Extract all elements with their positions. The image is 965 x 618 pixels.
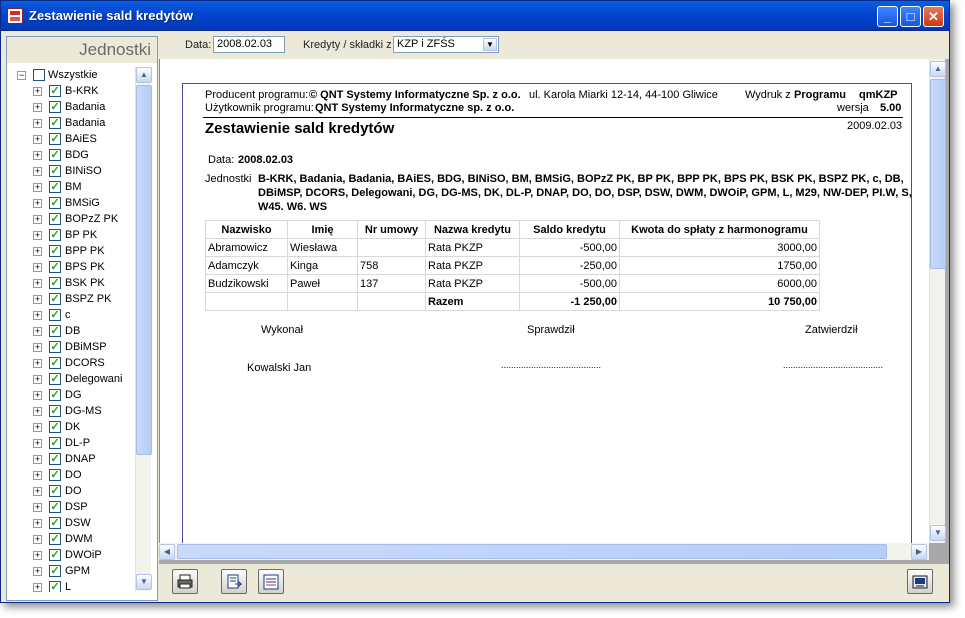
producer-address: ul. Karola Miarki 12-14, 44-100 Gliwice [529,89,718,101]
expand-icon[interactable]: + [34,278,41,288]
balances-table [205,220,820,311]
checkbox-icon[interactable]: ✓ [50,197,60,209]
tree-item-label: BMSiG [65,197,100,209]
checkbox-icon[interactable]: ✓ [50,469,60,481]
expand-icon[interactable]: + [34,566,41,576]
program-label: Programu [794,89,846,101]
tree-item[interactable] [7,227,137,243]
table-cell: Rata PKZP [426,257,520,275]
tree-item[interactable] [7,131,137,147]
export-icon[interactable] [221,569,247,594]
expand-icon[interactable]: + [34,422,41,432]
table-cell: -250,00 [520,257,620,275]
table-cell: -500,00 [520,275,620,293]
tree-item[interactable] [7,387,137,403]
tree-item-label: Badania [65,101,106,113]
checkbox-icon[interactable]: ✓ [50,213,60,225]
scroll-down-icon[interactable]: ▼ [136,574,152,590]
checkbox-icon[interactable]: ✓ [50,581,60,592]
chevron-down-icon[interactable]: ▼ [483,38,497,51]
tree-item[interactable] [7,275,137,291]
table-cell: Budzikowski [206,275,288,293]
producer-label: Producent programu: [205,89,309,101]
done-by-name: Kowalski Jan [247,362,312,374]
checkbox-icon[interactable]: ✓ [50,405,60,417]
checkbox-icon[interactable]: ✓ [50,293,60,305]
tree-item[interactable] [7,563,137,579]
close-button[interactable]: ✕ [923,6,944,27]
expand-icon[interactable]: + [34,262,41,272]
checked-by-label: Sprawdził [527,324,575,336]
table-header-row [206,221,820,239]
expand-icon[interactable]: + [34,358,41,368]
table-cell: Abramowicz [206,239,288,257]
tree-item-label: DK [65,421,81,433]
filter-bar [161,34,947,60]
report-frame [182,83,912,553]
units-line-3: W45. W6. WS [258,201,328,213]
tree-item-label: BP PK [65,229,98,241]
tree-item[interactable] [7,323,137,339]
expand-icon[interactable]: + [34,438,41,448]
expand-icon[interactable]: + [34,150,41,160]
report-title: Zestawienie sald kredytów [205,120,395,137]
expand-icon[interactable]: + [34,246,41,256]
tree-item-label: DNAP [65,453,96,465]
print-date: 2009.02.03 [847,120,903,132]
col-header: Nazwisko [206,221,288,239]
tree-item-label: DBiMSP [65,341,107,353]
expand-icon[interactable]: + [34,390,41,400]
tree-item-label: DG [65,389,82,401]
report-date-label: Data: [208,154,235,166]
tree-item-label: BPP PK [65,245,105,257]
header-divider [203,117,903,118]
program-name: qmKZP [859,89,898,101]
report-viewer [159,59,949,564]
scroll-right-icon[interactable]: ▶ [911,544,927,560]
table-row [206,275,820,293]
expand-icon[interactable]: + [34,518,41,528]
tree-scroll-thumb[interactable] [136,85,152,455]
printout-label: Wydruk z [745,89,791,101]
app-icon [7,8,23,24]
tree-item[interactable] [7,163,137,179]
col-header: Imię [288,221,358,239]
tree-item-label: L [65,581,72,592]
col-header: Nazwa kredytu [426,221,520,239]
tree-item[interactable] [7,211,137,227]
expand-icon[interactable]: + [34,374,41,384]
checkbox-icon[interactable]: ✓ [50,549,60,561]
tree-item-label: DB [65,325,81,337]
expand-icon[interactable]: + [34,534,41,544]
table-cell: 6000,00 [620,275,820,293]
checkbox-icon[interactable]: ✓ [50,245,60,257]
approved-by-label: Zatwierdził [805,324,858,336]
tree-item-label: DWM [65,533,93,545]
tree-item-label: DWOiP [65,549,102,561]
report-hscroll-thumb[interactable] [177,544,887,559]
checkbox-icon[interactable]: ✓ [50,485,60,497]
tree-item[interactable] [7,307,137,323]
expand-icon[interactable]: + [34,582,41,592]
expand-icon[interactable]: + [34,310,41,320]
table-cell [288,293,358,311]
expand-icon[interactable]: + [34,166,41,176]
tree-item-label: DCORS [65,357,105,369]
tree-item[interactable] [7,147,137,163]
expand-icon[interactable]: + [34,470,41,480]
table-row [206,239,820,257]
tree-item-label: BPS PK [65,261,105,273]
expand-icon[interactable]: + [34,406,41,416]
tree-item-label: DG-MS [65,405,102,417]
tree-item[interactable] [7,435,137,451]
tree-item[interactable] [7,403,137,419]
exit-icon[interactable] [907,569,933,594]
tree-item-label: BOPzZ PK [65,213,119,225]
units-label: Jednostki [205,173,252,185]
table-cell [358,239,426,257]
table-cell: Kinga [288,257,358,275]
table-cell [358,293,426,311]
report-page [159,59,929,543]
expand-icon[interactable]: + [34,198,41,208]
checkbox-icon[interactable]: ✓ [50,261,60,273]
expand-icon[interactable]: + [34,294,41,304]
expand-icon[interactable]: + [34,550,41,560]
tree-item-label: BINiSO [65,165,102,177]
checkbox-icon[interactable]: ✓ [50,133,60,145]
expand-icon[interactable]: + [34,454,41,464]
checkbox-icon[interactable]: ✓ [50,437,60,449]
tree-item[interactable] [7,371,137,387]
checkbox-icon[interactable]: ✓ [50,453,60,465]
expand-icon[interactable]: + [34,502,41,512]
tree-item[interactable] [7,483,137,499]
checkbox-icon[interactable]: ✓ [50,309,60,321]
approved-signature-line: ........................................ [783,360,884,370]
tree-item[interactable] [7,419,137,435]
report-scroll-thumb[interactable] [930,79,946,269]
tree-item-label: BDG [65,149,89,161]
checkbox-all[interactable] [33,69,45,81]
tree-item-label: GPM [65,565,91,577]
window-title: Zestawienie sald kredytów [29,8,194,23]
checkbox-icon[interactable]: ✓ [50,277,60,289]
expand-icon[interactable]: + [34,118,41,128]
user-label: Użytkownik programu: [205,102,314,114]
report-hscrollbar[interactable] [159,543,929,560]
expand-icon[interactable]: + [34,134,41,144]
expand-icon[interactable]: + [34,182,41,192]
tree-item-label: DL-P [65,437,91,449]
units-tree[interactable] [7,67,137,592]
table-cell: 758 [358,257,426,275]
print-icon[interactable] [172,569,198,594]
table-cell: Rata PKZP [426,275,520,293]
units-line-1: B-KRK, Badania, Badania, BAiES, BDG, BINiSO, BM, BMSiG, BOPzZ PK, BP PK, BPP PK, BPS PK, BSK PK, BSPZ PK, c, DB, [258,173,904,185]
checkbox-icon[interactable]: ✓ [50,517,60,529]
date-input[interactable]: 2008.02.03 [213,36,285,53]
credits-select[interactable] [393,36,499,53]
expand-icon[interactable]: + [34,342,41,352]
table-cell: 1750,00 [620,257,820,275]
total-saldo: -1 250,00 [520,293,620,311]
checkbox-icon[interactable]: ✓ [50,181,60,193]
user-name: QNT Systemy Informatyczne sp. z o.o. [315,102,515,114]
col-header: Nr umowy [358,221,426,239]
expand-icon[interactable]: + [34,102,41,112]
scroll-up-icon[interactable]: ▲ [136,67,152,83]
table-cell: Wiesława [288,239,358,257]
table-cell: 137 [358,275,426,293]
tree-item-label: DO [65,485,82,497]
title-bar[interactable] [1,1,949,31]
units-line-2: DBiMSP, DCORS, Delegowani, DG, DG-MS, DK, DL-P, DNAP, DO, DO, DSP, DSW, DWM, DWOiP, GPM, L, M29, NW-DEP, PI.W, S, [258,187,912,199]
checkbox-icon[interactable]: ✓ [50,357,60,369]
expand-icon[interactable]: + [34,214,41,224]
bottom-toolbar [161,565,947,601]
tree-item[interactable] [7,291,137,307]
tree-item-label: Delegowani [65,373,123,385]
tree-item-label: BSPZ PK [65,293,112,305]
checkbox-icon[interactable]: ✓ [50,341,60,353]
tree-item[interactable] [7,355,137,371]
table-cell: 3000,00 [620,239,820,257]
tree-item[interactable] [7,339,137,355]
col-header: Saldo kredytu [520,221,620,239]
done-by-label: Wykonał [261,324,304,336]
tree-item-label: DSP [65,501,88,513]
checked-signature-line: ........................................ [501,360,602,370]
tree-item-label: Wszystkie [48,69,98,81]
checkbox-icon[interactable]: ✓ [50,373,60,385]
tree-item[interactable] [7,467,137,483]
checkbox-icon[interactable]: ✓ [50,565,60,577]
scroll-up-icon[interactable]: ▲ [930,61,946,77]
scroll-down-icon[interactable]: ▼ [930,525,946,541]
tree-item[interactable] [7,515,137,531]
tree-item[interactable] [7,83,137,99]
checkbox-icon[interactable]: ✓ [50,389,60,401]
checkbox-icon[interactable]: ✓ [50,101,60,113]
total-kwota: 10 750,00 [620,293,820,311]
tree-item[interactable] [7,499,137,515]
checkbox-icon[interactable]: ✓ [50,501,60,513]
version-value: 5.00 [880,102,902,114]
tree-item-label: BM [65,181,82,193]
col-header: Kwota do spłaty z harmonogramu [620,221,820,239]
tree-item-label: DO [65,469,82,481]
checkbox-icon[interactable]: ✓ [50,85,60,97]
expand-icon[interactable]: + [34,230,41,240]
tree-item[interactable] [7,579,137,592]
tree-scrollbar[interactable] [135,67,151,591]
expand-icon[interactable]: + [34,326,41,336]
tree-item[interactable] [7,531,137,547]
collapse-icon[interactable]: − [18,70,25,80]
tree-item-label: BAiES [65,133,97,145]
preview-icon[interactable] [258,569,284,594]
tree-item-label: DSW [65,517,91,529]
table-cell: -500,00 [520,239,620,257]
minimize-button[interactable]: _ [877,6,898,27]
checkbox-icon[interactable]: ✓ [50,149,60,161]
tree-item-label: BSK PK [65,277,105,289]
checkbox-icon[interactable]: ✓ [50,117,60,129]
tree-item-all[interactable] [7,67,137,83]
credits-label: Kredyty / składki z [303,39,392,51]
credits-select-value: KZP i ZFŚS [397,38,455,50]
tree-item[interactable] [7,99,137,115]
tree-item-label: c [65,309,71,321]
tree-item[interactable] [7,115,137,131]
table-row [206,257,820,275]
expand-icon[interactable]: + [34,86,41,96]
units-tree-header: Jednostki [7,37,157,63]
table-cell: Adamczyk [206,257,288,275]
maximize-button[interactable]: □ [900,6,921,27]
table-cell: Paweł [288,275,358,293]
report-vscrollbar[interactable] [929,59,945,543]
tree-item-label: B-KRK [65,85,99,97]
producer-name: © QNT Systemy Informatyczne Sp. z o.o. [309,89,521,101]
tree-item[interactable] [7,243,137,259]
checkbox-icon[interactable]: ✓ [50,421,60,433]
units-tree-panel [6,36,158,601]
checkbox-icon[interactable]: ✓ [50,325,60,337]
expand-icon[interactable]: + [34,486,41,496]
table-cell [206,293,288,311]
checkbox-icon[interactable]: ✓ [50,229,60,241]
total-label: Razem [426,293,520,311]
scroll-left-icon[interactable]: ◀ [159,544,175,560]
tree-item-label: Badania [65,117,106,129]
checkbox-icon[interactable]: ✓ [50,165,60,177]
report-date-value: 2008.02.03 [238,154,294,166]
date-label: Data: [185,39,212,51]
tree-item[interactable] [7,451,137,467]
tree-item[interactable] [7,259,137,275]
table-cell: Rata PKZP [426,239,520,257]
tree-item[interactable] [7,179,137,195]
table-total-row [206,293,820,311]
tree-item[interactable] [7,547,137,563]
version-label: wersja [837,102,869,114]
tree-item[interactable] [7,195,137,211]
checkbox-icon[interactable]: ✓ [50,533,60,545]
